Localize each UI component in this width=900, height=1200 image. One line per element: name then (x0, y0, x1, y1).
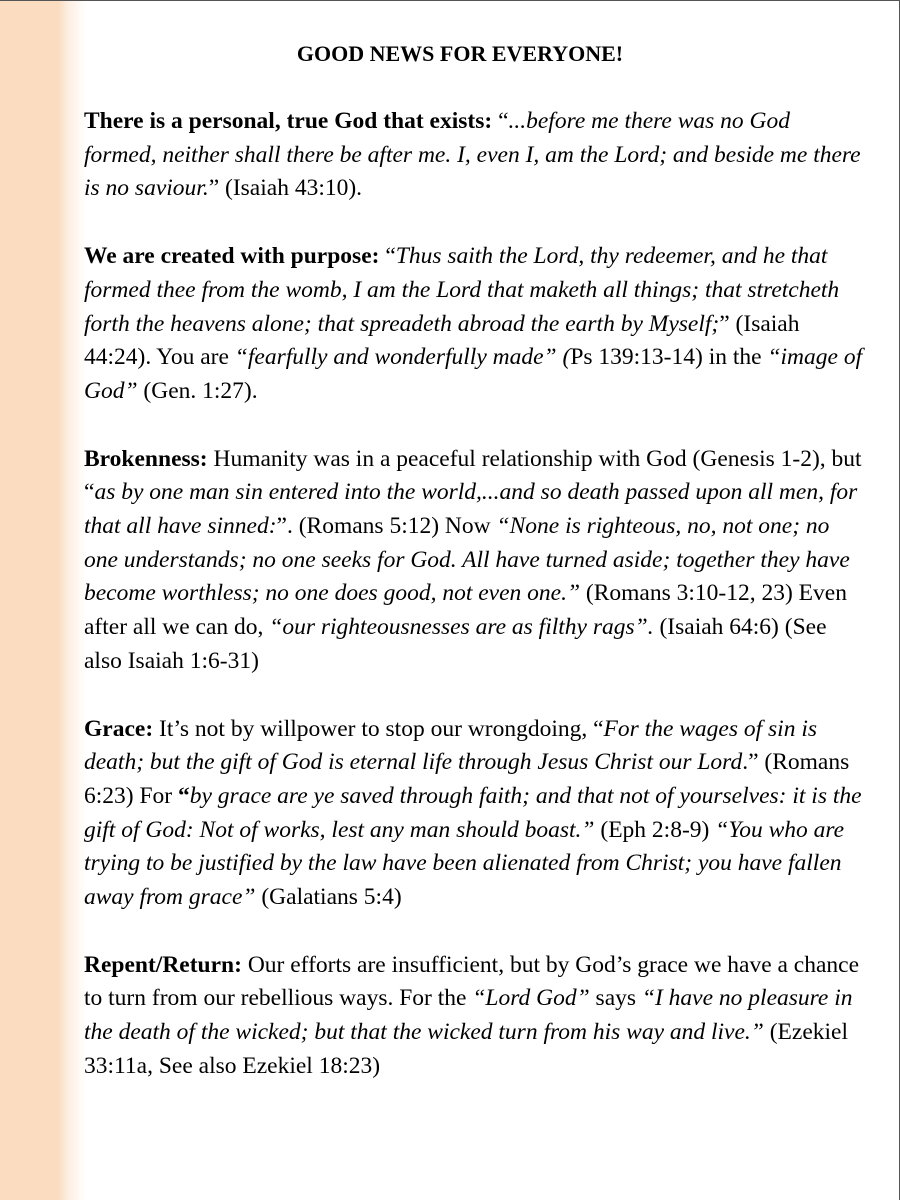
document-title: GOOD NEWS FOR EVERYONE! (296, 41, 624, 66)
section-text: Our efforts are insufficient, but by God’s grace we have a chance to turn from our rebellious ways. For the (84, 951, 860, 1012)
section-created-with-purpose (84, 240, 864, 409)
section-text: ”. (Romans 5:12) Now (276, 513, 497, 540)
section-text: .” (Romans 6:23) For (84, 749, 850, 809)
scripture-quote: “None is righteous, no, not one; no one understands; no one seeks for God. All have turned aside; together they have become worthless; no one does good, not even one.” (84, 513, 850, 607)
scripture-quote: by grace are ye saved through faith; and that not of yourselves: it is the gift of God: Not of works, lest any man should boast.” (84, 782, 862, 843)
scripture-quote: “You who are trying to be justified by the law have been alienated from Christ; you have fallen away from grace” (84, 816, 845, 911)
section-text: “ (492, 108, 509, 134)
scripture-quote: “our righteousnesses are as filthy rags”. (269, 614, 654, 641)
section-text: ” (Isaiah 43:10). (208, 175, 363, 202)
section-text: says (589, 985, 642, 1012)
scripture-quote: “Lord God” (472, 985, 590, 1012)
section-text: (Romans 3:10-12, 23) Even after all we can do, (84, 580, 847, 641)
bold-quote-mark: “ (178, 782, 190, 809)
section-heading: We are created with purpose: (84, 243, 380, 270)
section-text: Ps 139:13-14) in the (570, 344, 768, 371)
section-text: (Ezekiel 33:11a, See also Ezekiel 18:23) (84, 1019, 849, 1079)
section-god-exists (84, 105, 864, 206)
margin-strip (0, 1, 86, 1200)
scripture-quote: “image of God” (84, 344, 863, 404)
section-text: (Eph 2:8-9) (594, 816, 716, 843)
section-heading: There is a personal, true God that exists: (84, 108, 493, 134)
section-text: (Galatians 5:4) (255, 884, 402, 911)
document-body (84, 39, 864, 1118)
section-grace (84, 713, 864, 915)
scripture-quote: “fearfully and wonderfully made” ( (234, 344, 571, 371)
section-text: (Isaiah 64:6) (See also Isaiah 1:6-31) (84, 614, 827, 674)
scripture-quote: ...before me there was no God formed, neither shall there be after me. I, even I, am the Lord; and beside me there is no saviour. (84, 108, 861, 202)
section-heading: Grace: (84, 715, 154, 742)
section-text: Humanity was in a peaceful relationship with God (Genesis 1-2), but “ (84, 445, 862, 506)
scripture-quote: For the wages of sin is death; but the gift of God is eternal life through Jesus Christ our Lord (84, 715, 818, 776)
section-text: “ (379, 243, 396, 270)
section-heading: Brokenness: (84, 445, 208, 472)
section-heading: Repent/Return: (84, 951, 242, 978)
scripture-quote: “I have no pleasure in the death of the wicked; but that the wicked turn from his way and live.” (84, 985, 853, 1046)
section-brokenness (84, 443, 864, 679)
scripture-quote: as by one man sin entered into the world,...and so death passed upon all men, for that all have sinned: (84, 479, 858, 540)
section-text: ” (Isaiah 44:24). You are (84, 310, 800, 371)
scripture-quote: Thus saith the Lord, thy redeemer, and he that formed thee from the womb, I am the Lord that maketh all things; that stretcheth forth the heavens alone; that spreadeth abroad the earth by Myself; (84, 243, 840, 337)
section-text: It’s not by willpower to stop our wrongdoing, “ (153, 715, 604, 742)
section-repent-return (84, 949, 864, 1084)
section-text: (Gen. 1:27). (137, 377, 258, 404)
